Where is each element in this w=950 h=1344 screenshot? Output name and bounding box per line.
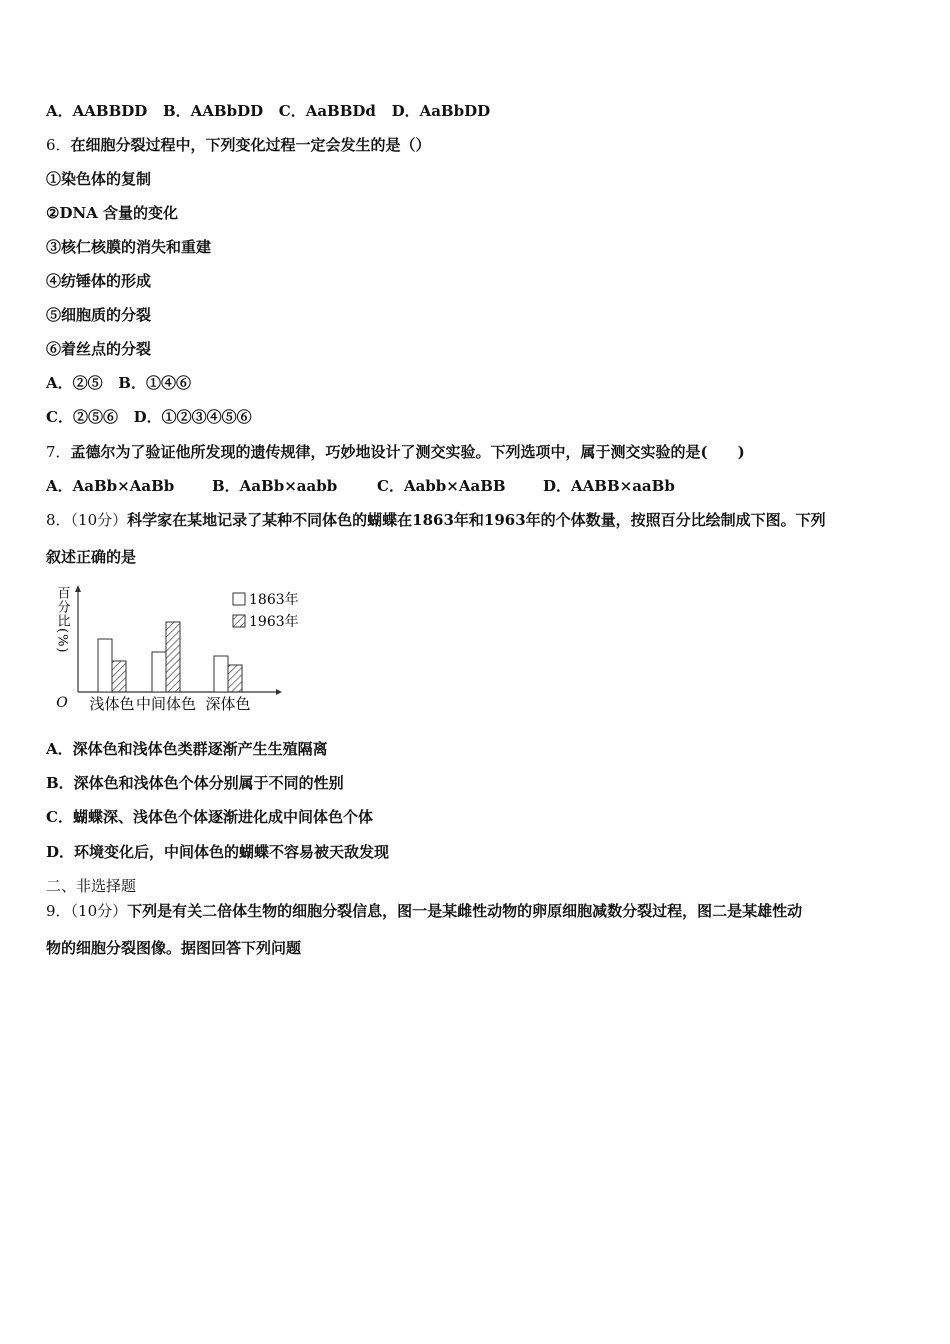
q8-text-1: 科学家在某地记录了某种不同体色的蝴蝶在1863年和1963年的个体数量，按照百分比绘制成下图。下列 (127, 511, 826, 529)
q7-option-b: B．AaBb×aabb (212, 477, 338, 495)
q6-item-5: ⑤细胞质的分裂 (46, 306, 152, 324)
butterfly-color-bar-chart (44, 582, 324, 717)
q6-item-4: ④纺锤体的形成 (46, 272, 152, 290)
q6-item-6: ⑥着丝点的分裂 (46, 340, 152, 358)
bar-1963年-中间体色 (166, 622, 180, 692)
bar-1963年-深体色 (228, 665, 242, 692)
legend-label: 1863年 (249, 592, 299, 608)
origin-label: O (56, 695, 68, 711)
q5-options: A．AABBDD B．AABbDD C．AaBBDd D．AaBbDD (46, 102, 491, 120)
bar-1863年-中间体色 (152, 652, 166, 692)
q7-option-c: C．Aabb×AaBB (377, 477, 506, 495)
q7-stem (46, 442, 745, 462)
q8-number: 8． (46, 511, 71, 529)
q6-options-2: C．②⑤⑥ D．①②③④⑤⑥ (46, 408, 252, 426)
bar-1863年-浅体色 (98, 639, 112, 692)
q8-option-a: A．深体色和浅体色类群逐渐产生生殖隔离 (46, 740, 328, 758)
x-tick-label: 浅体色 (89, 695, 135, 713)
x-axis-arrow-icon (276, 689, 282, 695)
q6-item-1: ①染色体的复制 (46, 170, 152, 188)
q6-text: 在细胞分裂过程中，下列变化过程一定会发生的是（） (70, 136, 431, 154)
q6-options-1: A．②⑤ B．①④⑥ (46, 374, 191, 392)
q6-stem (46, 135, 431, 155)
bar-1863年-深体色 (214, 656, 228, 692)
q9-score: （10分） (70, 902, 128, 920)
q8-score: （10分） (70, 511, 128, 529)
q9-number: 9． (46, 902, 71, 920)
q8-stem (46, 510, 826, 530)
legend-label: 1963年 (249, 614, 299, 630)
q7-option-d: D．AABB×aaBb (543, 477, 675, 495)
q6-item-2: ②DNA 含量的变化 (46, 204, 179, 222)
x-tick-label: 深体色 (205, 695, 251, 713)
q8-option-d: D．环境变化后，中间体色的蝴蝶不容易被天敌发现 (46, 843, 390, 861)
q8-option-b: B．深体色和浅体色个体分别属于不同的性别 (46, 774, 344, 792)
q7-option-a: A．AaBb×AaBb (46, 477, 175, 495)
section-heading: 二、非选择题 (46, 877, 137, 895)
x-tick-label: 中间体色 (135, 695, 197, 713)
legend-swatch (233, 593, 245, 605)
legend-swatch (233, 615, 245, 627)
q9-text-1: 下列是有关二倍体生物的细胞分裂信息，图一是某雌性动物的卵原细胞减数分裂过程，图二是某雄性动 (127, 902, 803, 920)
q7-text: 孟德尔为了验证他所发现的遗传规律，巧妙地设计了测交实验。下列选项中，属于测交实验的是( ) (70, 443, 745, 461)
y-axis-label: 百分比(%) (54, 586, 70, 654)
bar-1963年-浅体色 (112, 661, 126, 692)
q8-text-2: 叙述正确的是 (46, 548, 137, 566)
q9-text-2: 物的细胞分裂图像。据图回答下列问题 (46, 939, 302, 957)
q9-stem (46, 901, 802, 921)
y-axis-arrow-icon (75, 585, 81, 592)
q7-number: 7． (46, 443, 71, 461)
q8-option-c: C．蝴蝶深、浅体色个体逐渐进化成中间体色个体 (46, 808, 373, 826)
q6-number: 6． (46, 136, 71, 154)
q6-item-3: ③核仁核膜的消失和重建 (46, 238, 212, 256)
